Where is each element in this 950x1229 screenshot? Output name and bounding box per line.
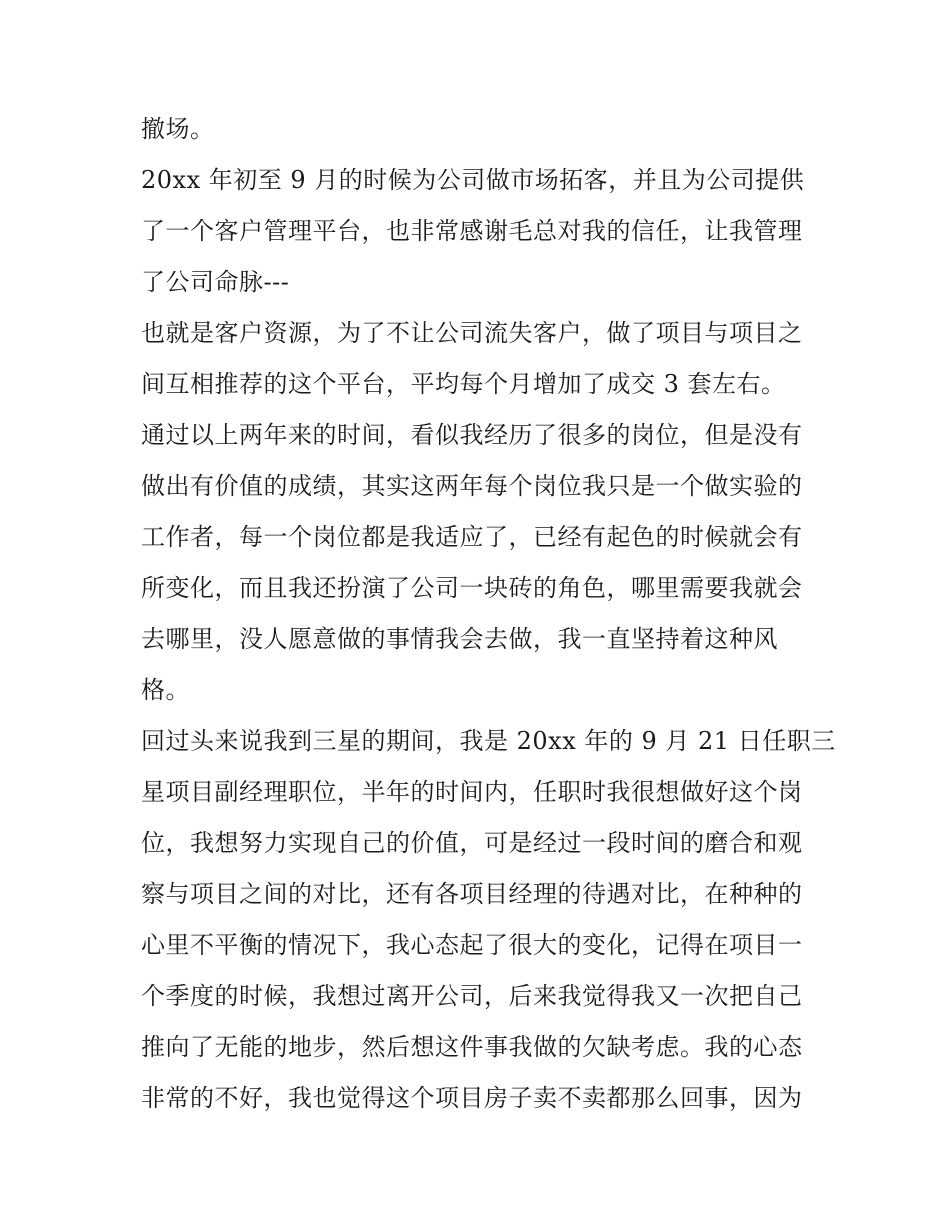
- text-line: 推向了无能的地步，然后想这件事我做的欠缺考虑。我的心态: [141, 1033, 803, 1061]
- text-line: 非常的不好，我也觉得这个项目房子卖不卖都那么回事，因为: [141, 1084, 803, 1112]
- text-line: 了公司命脉---: [141, 268, 290, 296]
- text-line: 个季度的时候，我想过离开公司，后来我觉得我又一次把自己: [141, 982, 803, 1010]
- text-line: 也就是客户资源，为了不让公司流失客户，做了项目与项目之: [141, 319, 803, 347]
- text-line: 所变化，而且我还扮演了公司一块砖的角色，哪里需要我就会: [141, 574, 803, 602]
- text-line: 察与项目之间的对比，还有各项目经理的待遇对比，在种种的: [141, 880, 803, 908]
- text-line: 位，我想努力实现自己的价值，可是经过一段时间的磨合和观: [141, 829, 803, 857]
- text-line: 通过以上两年来的时间，看似我经历了很多的岗位，但是没有: [141, 421, 803, 449]
- text-line: 撤场。: [141, 115, 215, 143]
- text-line: 格。: [141, 676, 190, 704]
- text-line: 间互相推荐的这个平台，平均每个月增加了成交 3 套左右。: [141, 370, 786, 398]
- text-line: 回过头来说我到三星的期间，我是 20xx 年的 9 月 21 日任职三: [141, 727, 836, 755]
- text-line: 去哪里，没人愿意做的事情我会去做，我一直坚持着这种风: [141, 625, 778, 653]
- text-line: 工作者，每一个岗位都是我适应了，已经有起色的时候就会有: [141, 523, 803, 551]
- text-line: 了一个客户管理平台，也非常感谢毛总对我的信任，让我管理: [141, 217, 803, 245]
- body-text: [141, 104, 836, 1124]
- text-line: 星项目副经理职位，半年的时间内，任职时我很想做好这个岗: [141, 778, 803, 806]
- text-line: 20xx 年初至 9 月的时候为公司做市场拓客，并且为公司提供: [141, 166, 805, 194]
- text-line: 做出有价值的成绩，其实这两年每个岗位我只是一个做实验的: [141, 472, 803, 500]
- text-line: 心里不平衡的情况下，我心态起了很大的变化，记得在项目一: [141, 931, 803, 959]
